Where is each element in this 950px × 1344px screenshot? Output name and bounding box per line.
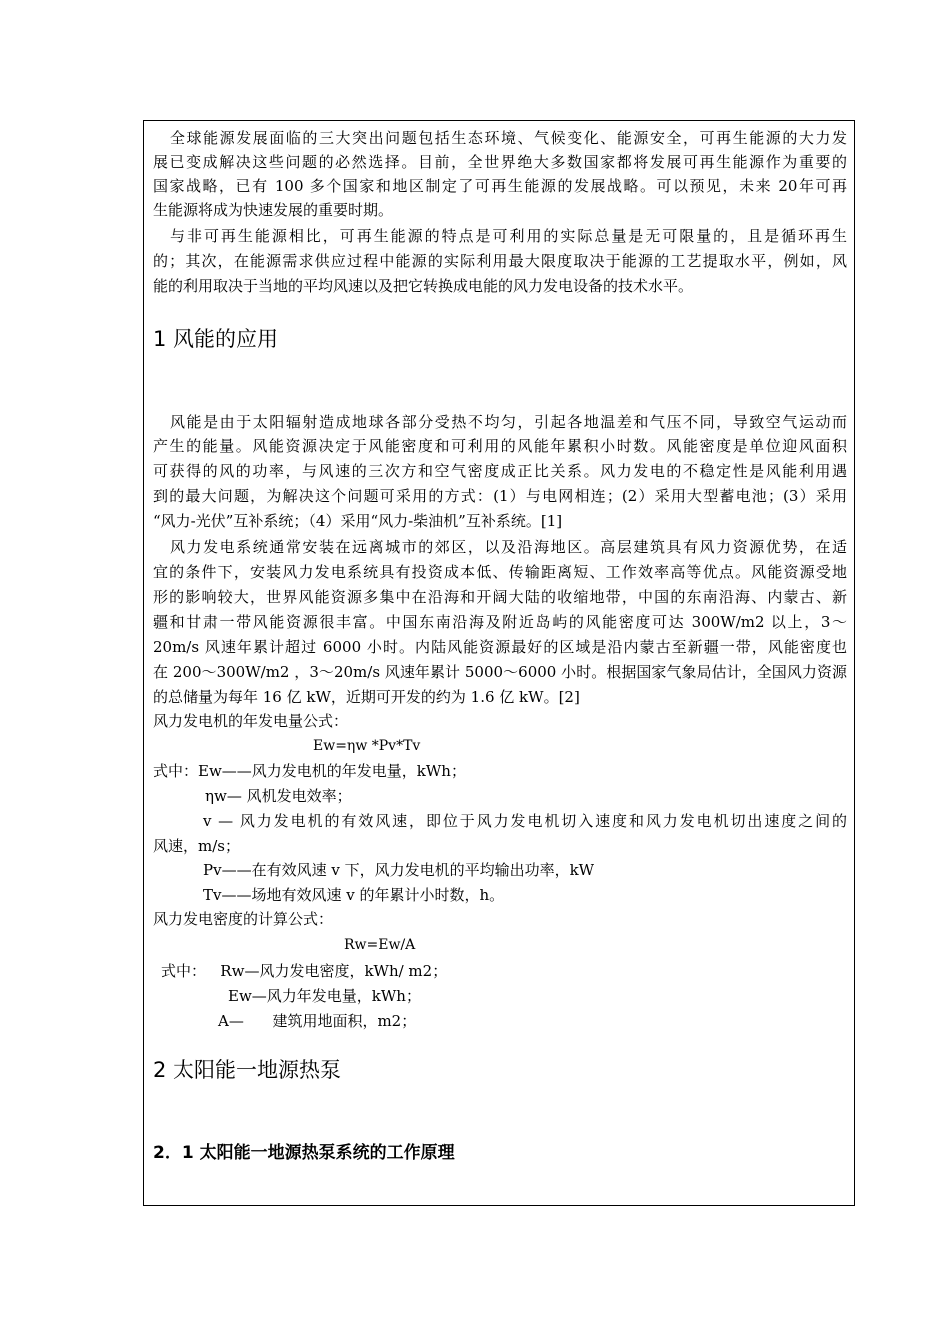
intro-p2-line-3: 能的利用取决于当地的平均风速以及把它转换成电能的风力发电设备的技术水平。 [153,277,694,295]
s1-p2-line-2: 宜的条件下，安装风力发电系统具有投资成本低、传输距离短、工作效率高等优点。风能资源受地 [153,563,847,581]
s1-p1-line-4: 到的最大问题，为解决这个问题可采用的方式：(1）与电网相连；(2）采用大型蓄电池；(3）采用 [153,487,847,505]
formula-1-def-pv: Pv——在有效风速 v 下，风力发电机的平均输出功率，kW [203,861,595,879]
formula-1-def-tv: Tv——场地有效风速 v 的年累计小时数，h。 [203,886,505,904]
section-2-heading: 2 太阳能一地源热泵 [153,1058,342,1082]
intro-p2-line-2: 的；其次，在能源需求供应过程中能源的实际利用最大限度取决于能源的工艺提取水平，例如，风 [153,252,847,270]
intro-p1-line-4: 生能源将成为快速发展的重要时期。 [153,201,394,219]
formula-1-def-ew: 式中：Ew——风力发电机的年发电量，kWh； [153,762,466,780]
formula-2-intro: 风力发电密度的计算公式： [153,910,334,928]
formula-1-intro: 风力发电机的年发电量公式： [153,712,349,730]
s1-p2-line-3: 形的影响较大，世界风能资源多集中在沿海和开阔大陆的收缩地带，中国的东南沿海、内蒙古、新 [153,588,847,606]
s1-p2-line-5: 20m/s 风速年累计超过 6000 小时。内陆风能资源最好的区域是沿内蒙古至新疆一带，风能密度也 [153,638,847,656]
formula-1-def-eta: ηw— 风机发电效率； [205,787,352,805]
s1-p2-line-1: 风力发电系统通常安装在远离城市的郊区，以及沿海地区。高层建筑具有风力资源优势，在适 [170,538,847,556]
section-2-1-heading: 2．1 太阳能一地源热泵系统的工作原理 [153,1143,455,1163]
formula-1-def-v-cont: 风速，m/s； [153,837,240,855]
intro-p1-line-3: 国家战略，已有 100 多个国家和地区制定了可再生能源的发展战略。可以预见，未来 20年可再 [153,177,847,195]
section-1-heading: 1 风能的应用 [153,327,279,351]
s1-p1-line-3: 可获得的风的功率，与风速的三次方和空气密度成正比关系。风力发电的不稳定性是风能利用遇 [153,462,847,480]
formula-2-def-a: A— 建筑用地面积，m2； [218,1012,417,1030]
formula-2-def-rw: 式中： Rw—风力发电密度，kWh/ m2； [161,962,448,980]
s1-p1-line-1: 风能是由于太阳辐射造成地球各部分受热不均匀，引起各地温差和气压不同，导致空气运动而 [170,413,847,431]
formula-1-def-v: v — 风力发电机的有效风速，即位于风力发电机切入速度和风力发电机切出速度之间的 [203,812,847,830]
intro-p2-line-1: 与非可再生能源相比，可再生能源的特点是可利用的实际总量是无可限量的，且是循环再生 [170,227,847,245]
formula-2-def-ew: Ew—风力年发电量，kWh； [228,987,421,1005]
intro-p1-line-1: 全球能源发展面临的三大突出问题包括生态环境、气候变化、能源安全，可再生能源的大力发 [170,129,847,147]
intro-p1-line-2: 展已变成解决这些问题的必然选择。目前，全世界绝大多数国家都将发展可再生能源作为重要的 [153,153,847,171]
s1-p1-line-5: “风力-光伏”互补系统；（4）采用“风力-柴油机”互补系统。[1] [153,512,563,530]
s1-p2-line-6: 在 200～300W/m2 ，3～20m/s 风速年累计 5000～6000 小时。根据国家气象局估计，全国风力资源 [153,663,847,681]
s1-p2-line-4: 疆和甘肃一带风能资源很丰富。中国东南沿海及附近岛屿的风能密度可达 300W/m2 以上，3～ [153,613,847,631]
formula-1: Ew=ηw *Pv*Tv [313,738,421,754]
formula-2: Rw=Ew/A [344,937,416,953]
s1-p1-line-2: 产生的能量。风能资源决定于风能密度和可利用的风能年累积小时数。风能密度是单位迎风面积 [153,437,847,455]
s1-p2-line-7: 的总储量为每年 16 亿 kW，近期可开发的约为 1.6 亿 kW。[2] [153,688,580,706]
